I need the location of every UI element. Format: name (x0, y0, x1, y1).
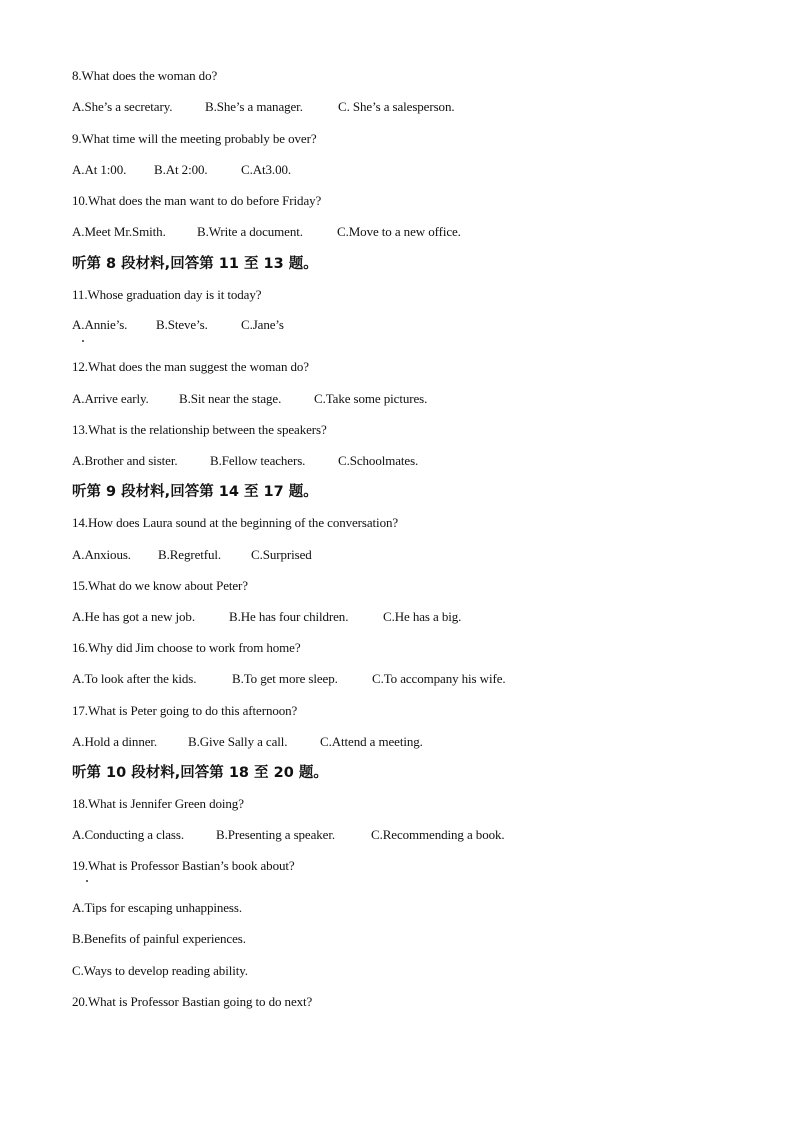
option-8c: C. She’s a salesperson. (338, 99, 455, 114)
section-heading-8: 听第 8 段材料,回答第 11 至 13 题。 (72, 256, 318, 272)
option-17a: A.Hold a dinner. (72, 734, 158, 749)
option-17c: C.Attend a meeting. (320, 734, 423, 749)
stray-mark (82, 340, 84, 342)
option-10a: A.Meet Mr.Smith. (72, 224, 166, 239)
options-15 (72, 609, 461, 625)
options-16 (72, 671, 506, 687)
option-19a: A.Tips for escaping unhappiness. (72, 900, 243, 915)
option-11b: B.Steve’s. (156, 317, 208, 332)
option-16b: B.To get more sleep. (232, 671, 338, 686)
option-18c: C.Recommending a book. (371, 827, 505, 842)
option-9c: C.At3.00. (241, 162, 292, 177)
question-15: 15.What do we know about Peter? (72, 578, 248, 593)
question-10: 10.What does the man want to do before Friday? (72, 193, 322, 208)
option-9a: A.At 1:00. (72, 162, 127, 177)
option-10b: B.Write a document. (197, 224, 303, 239)
option-18a: A.Conducting a class. (72, 827, 184, 842)
question-9: 9.What time will the meeting probably be over? (72, 131, 317, 146)
option-10c: C.Move to a new office. (337, 224, 461, 239)
options-10 (72, 224, 461, 240)
options-13 (72, 453, 418, 469)
options-8 (72, 99, 455, 115)
option-11c: C.Jane’s (241, 317, 284, 332)
options-11 (72, 317, 284, 333)
options-14 (72, 547, 312, 563)
options-18 (72, 827, 505, 843)
section-heading-10: 听第 10 段材料,回答第 18 至 20 题。 (72, 765, 328, 781)
question-11: 11.Whose graduation day is it today? (72, 287, 262, 302)
question-20: 20.What is Professor Bastian going to do next? (72, 994, 313, 1009)
question-16: 16.Why did Jim choose to work from home? (72, 640, 301, 655)
option-13c: C.Schoolmates. (338, 453, 419, 468)
option-11a: A.Annie’s. (72, 317, 128, 332)
option-15b: B.He has four children. (229, 609, 349, 624)
question-12: 12.What does the man suggest the woman do? (72, 359, 309, 374)
question-14: 14.How does Laura sound at the beginning of the conversation? (72, 515, 399, 530)
section-heading-9: 听第 9 段材料,回答第 14 至 17 题。 (72, 484, 318, 500)
option-15a: A.He has got a new job. (72, 609, 195, 624)
option-14a: A.Anxious. (72, 547, 131, 562)
option-8a: A.She’s a secretary. (72, 99, 173, 114)
option-8b: B.She’s a manager. (205, 99, 303, 114)
option-14c: C.Surprised (251, 547, 312, 562)
options-17 (72, 734, 423, 750)
option-18b: B.Presenting a speaker. (216, 827, 336, 842)
options-12 (72, 391, 427, 407)
stray-mark (86, 880, 88, 882)
question-13: 13.What is the relationship between the speakers? (72, 422, 327, 437)
option-16c: C.To accompany his wife. (372, 671, 506, 686)
option-12b: B.Sit near the stage. (179, 391, 282, 406)
option-16a: A.To look after the kids. (72, 671, 197, 686)
option-17b: B.Give Sally a call. (188, 734, 288, 749)
option-9b: B.At 2:00. (154, 162, 208, 177)
option-12a: A.Arrive early. (72, 391, 149, 406)
option-19b: B.Benefits of painful experiences. (72, 931, 246, 946)
option-15c: C.He has a big. (383, 609, 462, 624)
option-13a: A.Brother and sister. (72, 453, 178, 468)
question-17: 17.What is Peter going to do this afternoon? (72, 703, 298, 718)
option-13b: B.Fellow teachers. (210, 453, 306, 468)
option-12c: C.Take some pictures. (314, 391, 428, 406)
option-14b: B.Regretful. (158, 547, 222, 562)
question-18: 18.What is Jennifer Green doing? (72, 796, 244, 811)
options-9 (72, 162, 291, 178)
option-19c: C.Ways to develop reading ability. (72, 963, 248, 978)
question-8: 8.What does the woman do? (72, 68, 218, 83)
question-19: 19.What is Professor Bastian’s book about? (72, 858, 295, 873)
